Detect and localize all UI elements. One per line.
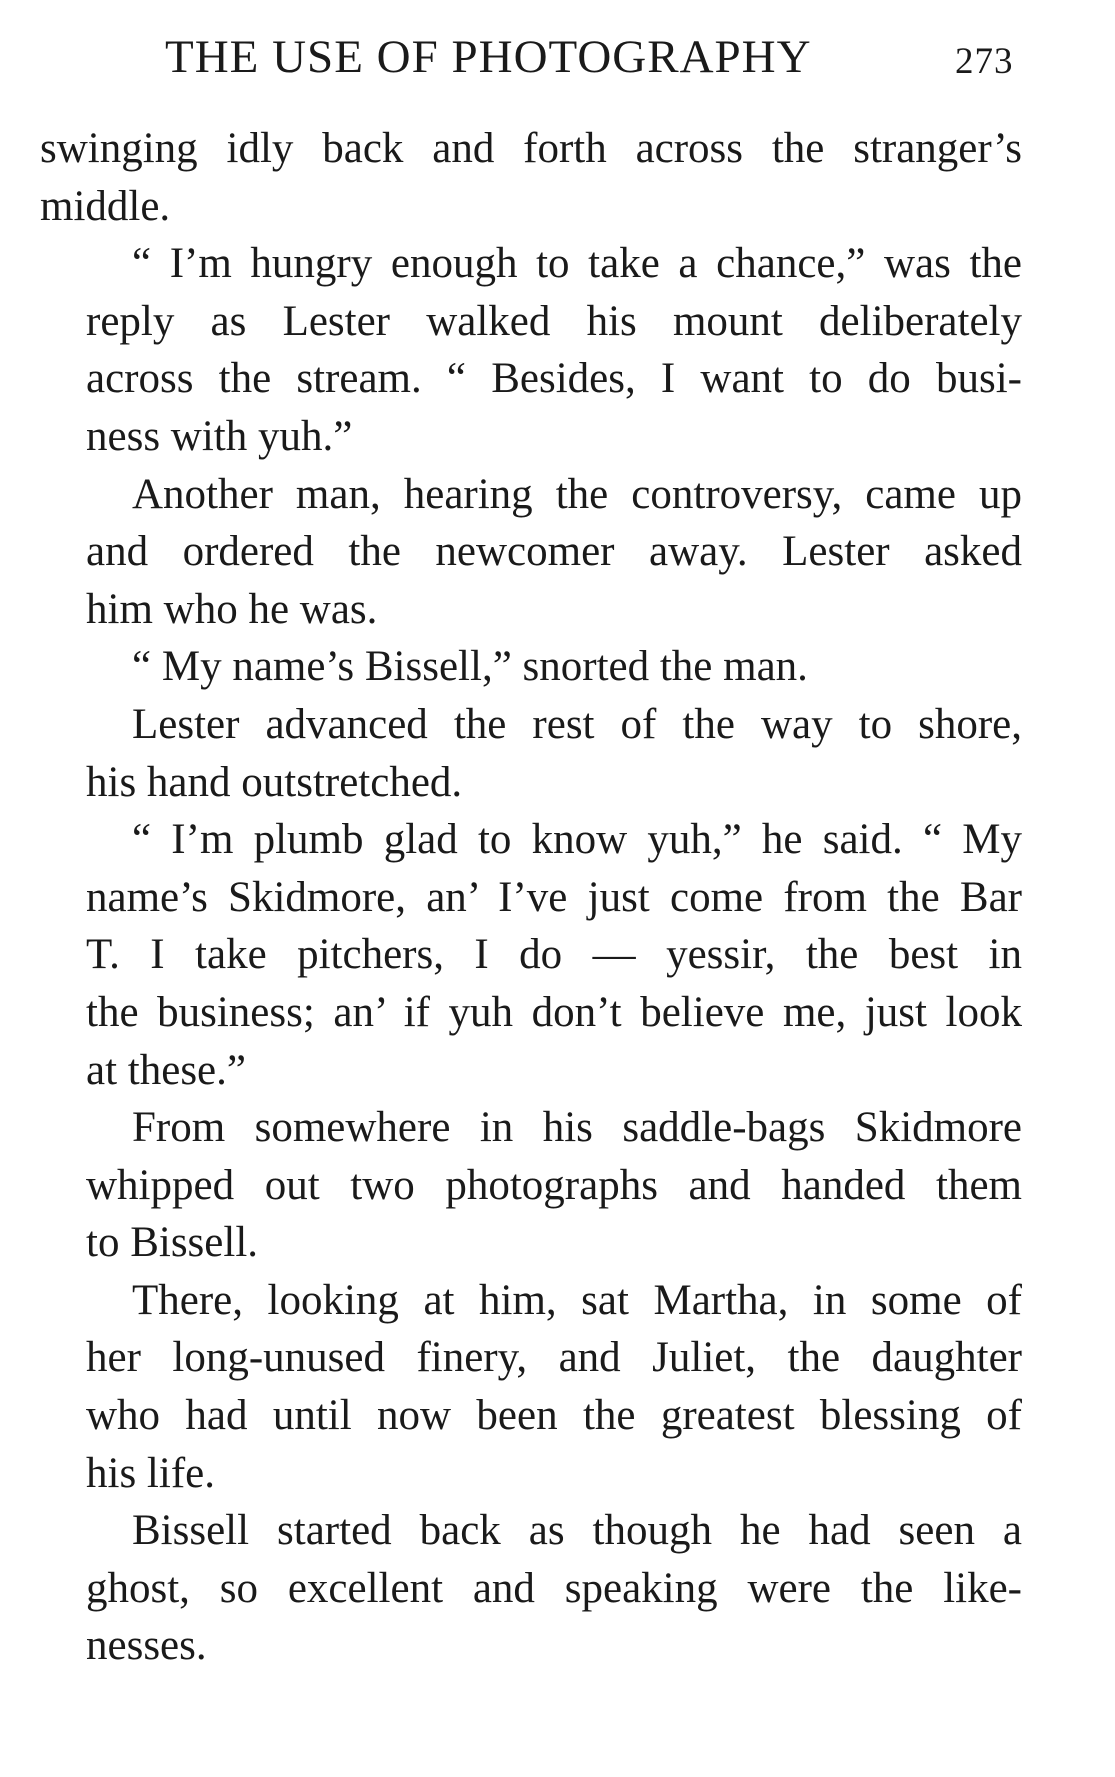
text-line: “ My name’s Bissell,” snorted the man.	[132, 643, 808, 691]
text-line: the business; an’ if yuh don’t believe me, just look	[86, 988, 1022, 1036]
text-line: and ordered the newcomer away. Lester asked	[86, 528, 1022, 576]
text-line: whipped out two photographs and handed them	[86, 1161, 1022, 1209]
text-line: “ I’m hungry enough to take a chance,” was the	[132, 240, 1022, 288]
text-line: his hand outstretched.	[86, 758, 463, 806]
text-line: to Bissell.	[86, 1219, 259, 1267]
paragraph	[40, 638, 1022, 696]
paragraph	[40, 696, 1022, 811]
text-line: her long-unused finery, and Juliet, the daughter	[86, 1334, 1022, 1382]
text-line: “ I’m plumb glad to know yuh,” he said. “ My	[132, 816, 1022, 864]
text-line: Bissell started back as though he had seen a	[132, 1507, 1022, 1555]
text-line: his life.	[86, 1449, 215, 1497]
text-line: ghost, so excellent and speaking were the like-	[86, 1564, 1022, 1612]
text-line: ness with yuh.”	[86, 412, 353, 460]
body-text	[40, 120, 1022, 1675]
text-line: across the stream. “ Besides, I want to do busi-	[86, 355, 1022, 403]
paragraph	[40, 466, 1022, 639]
text-line: middle.	[40, 182, 171, 230]
text-line: There, looking at him, sat Martha, in some of	[132, 1276, 1022, 1324]
paragraph	[40, 811, 1022, 1099]
text-line: him who he was.	[86, 585, 378, 633]
paragraph	[40, 1099, 1022, 1272]
text-line: reply as Lester walked his mount deliberately	[86, 297, 1022, 345]
text-line: nesses.	[86, 1622, 207, 1670]
text-line: From somewhere in his saddle-bags Skidmore	[132, 1104, 1022, 1152]
running-title: THE USE OF PHOTOGRAPHY	[165, 31, 812, 83]
paragraph	[40, 235, 1022, 465]
text-line: who had until now been the greatest blessing of	[86, 1392, 1022, 1440]
paragraph	[40, 1272, 1022, 1502]
text-line: name’s Skidmore, an’ I’ve just come from the Bar	[86, 873, 1022, 921]
page-number: 273	[955, 41, 1014, 82]
running-head	[165, 30, 1045, 90]
text-line: Lester advanced the rest of the way to shore,	[132, 700, 1022, 748]
text-line: at these.”	[86, 1046, 246, 1094]
text-line: T. I take pitchers, I do — yessir, the best in	[86, 931, 1022, 979]
text-line: Another man, hearing the controversy, came up	[132, 470, 1022, 518]
text-line: swinging idly back and forth across the stranger’s	[40, 125, 1022, 172]
paragraph	[40, 1502, 1022, 1675]
paragraph	[40, 120, 1022, 235]
